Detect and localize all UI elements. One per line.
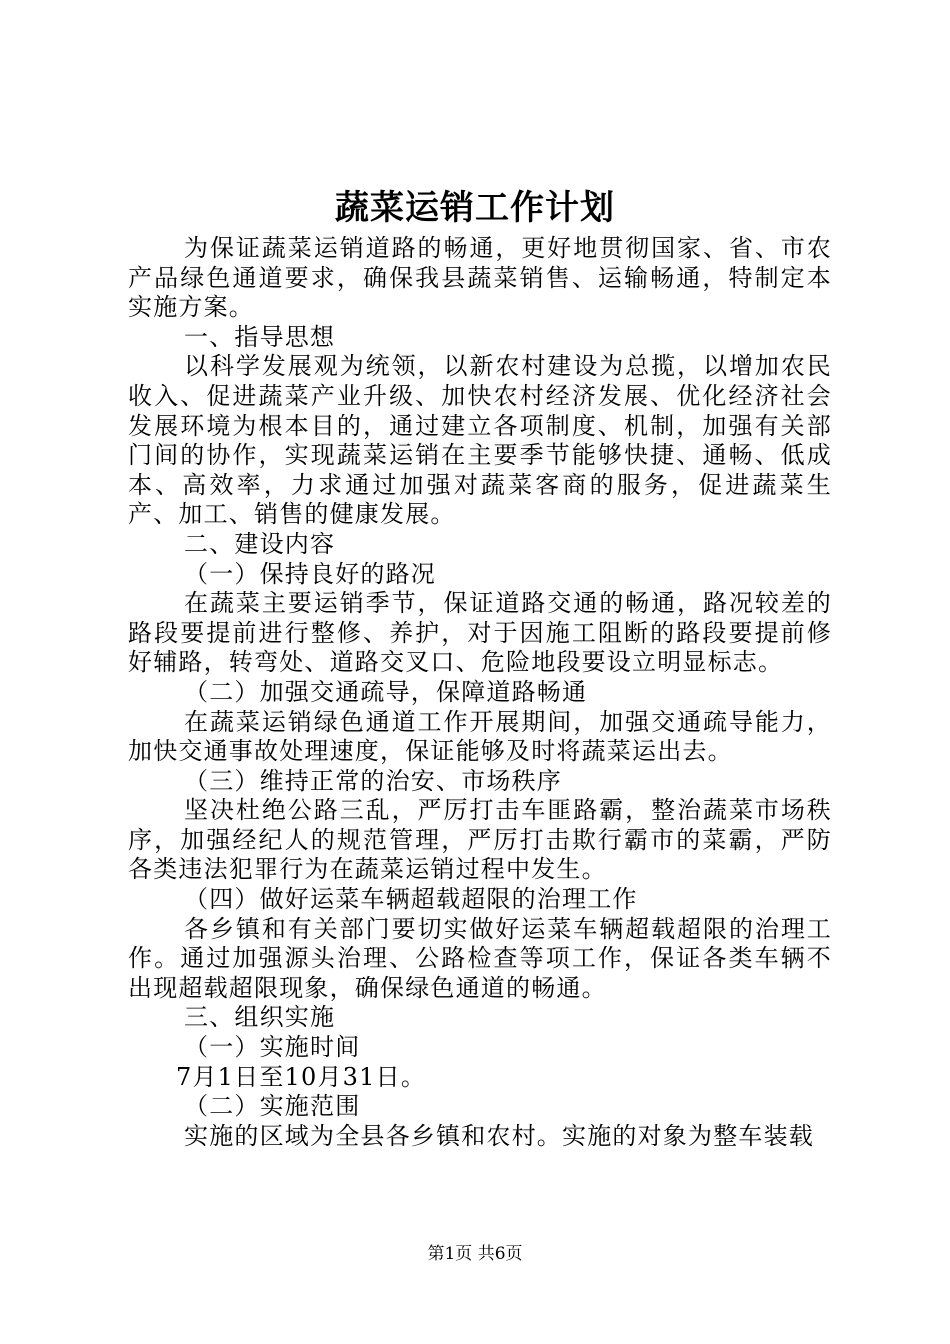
section-heading: （二）加强交通疏导，保障道路畅通 xyxy=(184,677,588,706)
body-paragraph: 以科学发展观为统领，以新农村建设为总揽，以增加农民收入、促进蔬菜产业升级、加快农村经济发展、优化经济社会发展环境为根本目的，通过建立各项制度、机制，加强有关部门间的协作，实现蔬菜运销在主要季节能够快捷、通畅、低成本、高效率，力求通过加强对蔬菜客商的服务，促进蔬菜生产、加工、销售的健康发展。 xyxy=(128,352,832,529)
body-paragraph: 实施的区域为全县各乡镇和农村。实施的对象为整车装载 xyxy=(184,1121,814,1150)
document-body xyxy=(128,234,832,1151)
section-heading: 二、建设内容 xyxy=(184,529,336,558)
document-title: 蔬菜运销工作计划 xyxy=(335,188,615,228)
page-footer: 第1页 共6页 xyxy=(427,1244,523,1264)
section-heading: （二）实施范围 xyxy=(184,1092,361,1121)
section-heading: （一）保持良好的路况 xyxy=(184,559,436,588)
body-paragraph: 在蔬菜主要运销季节，保证道路交通的畅通，路况较差的路段要提前进行整修、养护，对于因施工阻断的路段要提前修好辅路，转弯处、道路交叉口、危险地段要设立明显标志。 xyxy=(128,589,832,677)
section-heading: （三）维持正常的治安、市场秩序 xyxy=(184,766,562,795)
body-paragraph: 各乡镇和有关部门要切实做好运菜车辆超载超限的治理工作。通过加强源头治理、公路检查等项工作，保证各类车辆不出现超载超限现象，确保绿色通道的畅通。 xyxy=(128,914,832,1002)
section-heading: （四）做好运菜车辆超载超限的治理工作 xyxy=(184,885,638,914)
body-paragraph: 在蔬菜运销绿色通道工作开展期间，加强交通疏导能力，加快交通事故处理速度，保证能够及时将蔬菜运出去。 xyxy=(128,707,832,766)
section-heading: （一）实施时间 xyxy=(184,1033,361,1062)
section-heading: 三、组织实施 xyxy=(184,1003,336,1032)
section-heading: 一、指导思想 xyxy=(184,322,336,351)
body-paragraph: 7月1日至10月31日。 xyxy=(176,1062,427,1091)
body-paragraph: 为保证蔬菜运销道路的畅通，更好地贯彻国家、省、市农产品绿色通道要求，确保我县蔬菜销售、运输畅通，特制定本实施方案。 xyxy=(128,234,832,322)
body-paragraph: 坚决杜绝公路三乱，严厉打击车匪路霸，整治蔬菜市场秩序，加强经纪人的规范管理，严厉打击欺行霸市的菜霸，严防各类违法犯罪行为在蔬菜运销过程中发生。 xyxy=(128,796,832,884)
